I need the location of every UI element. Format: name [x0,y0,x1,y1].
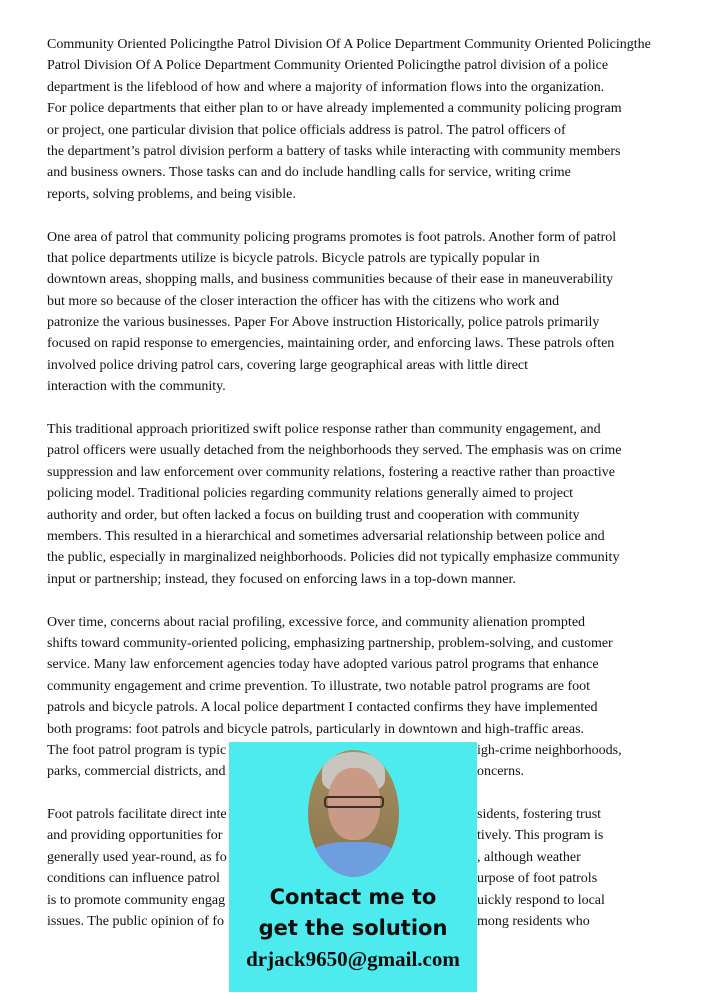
text-line [47,483,687,504]
paragraph [47,34,687,205]
text-line [47,612,687,633]
text-line [47,269,687,290]
text-line-left: patrols and bicycle patrols. A local police department I contacted confirms they have implemented [47,700,598,716]
text-line-left: interaction with the community. [47,379,226,395]
text-line-right: sidents, fostering trust [477,807,602,823]
text-line [47,120,687,141]
text-line [47,419,687,440]
text-line-left: focused on rapid response to emergencies, maintaining order, and enforcing laws. These patrols often [47,336,615,352]
text-line [47,569,687,590]
text-line-left: suppression and law enforcement over community relations, fostering a reactive rather than proactive [47,464,615,480]
ad-title-line-2: get the solution [258,916,448,940]
text-line [47,355,687,376]
text-line-right: urpose of foot patrols [477,871,598,887]
text-line-left: shifts toward community-oriented policing, emphasizing partnership, problem-solving, and customer [47,635,613,651]
text-line-left: generally used year-round, as fo [47,849,227,865]
text-line [47,184,687,205]
text-line-left: reports, solving problems, and being visible. [47,186,296,202]
text-line-left: Community Oriented Policingthe Patrol Division Of A Police Department Community Oriented Policingthe [47,37,651,52]
text-line-left: that police departments utilize is bicycle patrols. Bicycle patrols are typically popular in [47,250,540,266]
text-line [47,141,687,162]
text-line [47,227,687,248]
text-line [47,633,687,654]
text-line [47,291,687,312]
ad-title [229,882,477,944]
text-line [47,676,687,697]
text-line [47,526,687,547]
text-line-left: members. This resulted in a hierarchical and sometimes adversarial relationship between police and [47,528,605,544]
text-line-left: input or partnership; instead, they focused on enforcing laws in a top-down manner. [47,571,516,587]
text-line-right: igh-crime neighborhoods, [477,742,622,758]
ad-title-line-1: Contact me to [269,885,437,909]
text-line [47,697,687,718]
text-line-left: and providing opportunities for [47,828,223,844]
text-line-left: downtown areas, shopping malls, and business communities because of their ease in maneuverability [47,272,614,288]
text-line [47,376,687,397]
text-line [47,440,687,461]
text-line-left: patronize the various businesses. Paper For Above instruction Historically, police patrols primarily [47,315,600,331]
text-line [47,312,687,333]
portrait-photo [308,750,399,877]
text-line-left: or project, one particular division that police officials address is patrol. The patrol officers of [47,122,566,138]
text-line-left: involved police driving patrol cars, covering large geographical areas with little direct [47,357,529,373]
text-line-left: patrol officers were usually detached from the neighborhoods they served. The emphasis was on crime [47,443,622,459]
text-line-left: One area of patrol that community policing programs promotes is foot patrols. Another form of patrol [47,229,617,245]
text-line-right: uickly respond to local [477,892,605,908]
text-line-left: Over time, concerns about racial profiling, excessive force, and community alienation prompted [47,614,586,630]
text-line [47,55,687,76]
text-line-left: but more so because of the closer interaction the officer has with the citizens who work and [47,293,560,309]
contact-advertisement[interactable] [229,742,477,992]
text-line [47,162,687,183]
text-line [47,77,687,98]
paragraph [47,227,687,398]
text-line [47,333,687,354]
text-line-right: oncerns. [477,764,525,780]
text-line-left: community engagement and crime prevention. To illustrate, two notable patrol programs are foot [47,678,591,694]
text-line [47,547,687,568]
text-line [47,654,687,675]
text-line-left: policing model. Traditional policies regarding community relations generally aimed to project [47,486,574,502]
text-line [47,719,687,740]
text-line-left: The foot patrol program is typic [47,742,227,758]
text-line-left: This traditional approach prioritized swift police response rather than community engagement, and [47,422,601,438]
text-line-left: parks, commercial districts, and [47,764,226,780]
text-line [47,462,687,483]
text-line-left: authority and order, but often lacked a focus on building trust and cooperation with community [47,507,580,523]
paragraph [47,419,687,590]
text-line-left: Patrol Division Of A Police Department Community Oriented Policingthe patrol division of a police [47,58,609,74]
text-line-left: conditions can influence patrol [47,871,220,887]
text-line [47,505,687,526]
text-line-left: Foot patrols facilitate direct inte [47,807,227,823]
text-line-left: the public, especially in marginalized neighborhoods. Policies did not typically emphasize community [47,550,620,566]
text-line [47,248,687,269]
text-line [47,98,687,119]
text-line-right: , although weather [477,849,581,865]
text-line-right: mong residents who [477,914,590,930]
text-line-left: issues. The public opinion of fo [47,914,225,930]
text-line [47,34,687,55]
text-line-left: department is the lifeblood of how and where a majority of information flows into the organization. [47,79,605,95]
text-line-left: both programs: foot patrols and bicycle patrols, particularly in downtown and high-traffic areas. [47,721,585,737]
text-line-right: tively. This program is [477,828,604,844]
text-line-left: service. Many law enforcement agencies today have adopted various patrol programs that enhance [47,657,599,673]
text-line-left: For police departments that either plan to or have already implemented a community policing program [47,101,622,117]
text-line-left: is to promote community engag [47,892,226,908]
text-line-left: and business owners. Those tasks can and do include handling calls for service, writing crime [47,165,571,181]
text-line-left: the department’s patrol division perform a battery of tasks while interacting with community members [47,143,621,159]
ad-email[interactable]: drjack9650@gmail.com [246,947,460,971]
